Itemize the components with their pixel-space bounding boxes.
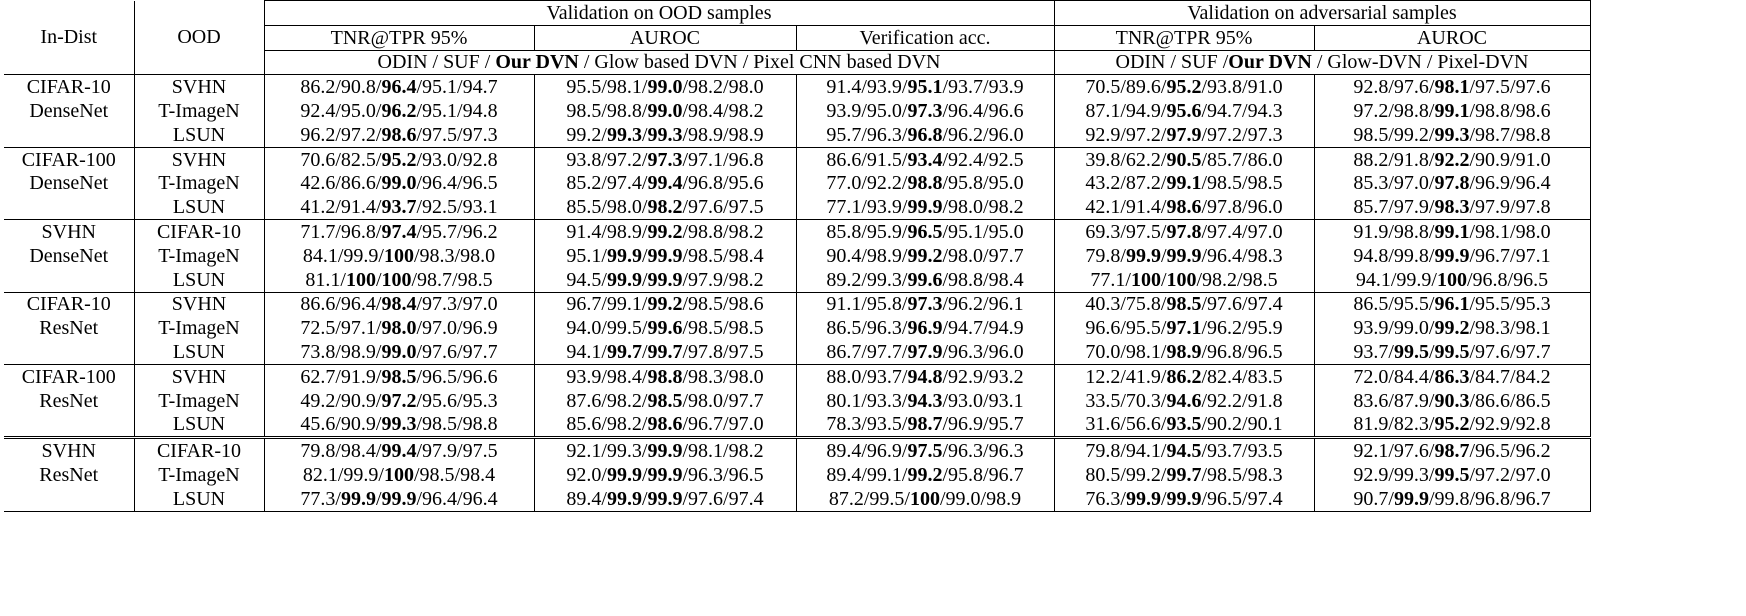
ood-dataset-cell: T-ImageN — [134, 244, 264, 268]
best-value: 100 — [345, 268, 376, 291]
best-value: 97.4 — [381, 221, 417, 244]
table-row — [4, 292, 1590, 316]
table-row — [4, 220, 1590, 244]
best-value: 99.9 — [647, 487, 683, 510]
legend-ood-pre: ODIN / SUF / — [377, 51, 496, 74]
best-value: 99.9 — [606, 268, 642, 291]
best-value: 99.2 — [647, 293, 683, 316]
best-value: 99.3 — [606, 123, 642, 146]
table-row — [4, 195, 1590, 219]
best-value: 98.7 — [1434, 440, 1470, 463]
metric-cell: 92.9/99.3/99.5/97.2/97.0 — [1314, 463, 1590, 487]
best-value: 99.7 — [1166, 464, 1202, 487]
best-value: 98.7 — [907, 413, 943, 436]
best-value: 99.2 — [647, 221, 683, 244]
table-row — [4, 75, 1590, 99]
best-value: 86.3 — [1434, 365, 1470, 388]
table-row — [4, 389, 1590, 413]
best-value: 99.4 — [381, 440, 417, 463]
best-value: 96.9 — [907, 317, 943, 340]
metric-cell: 86.7/97.7/97.9/96.3/96.0 — [796, 340, 1054, 364]
metric-cell: 87.6/98.2/98.5/98.0/97.7 — [534, 389, 796, 413]
metric-cell: 93.8/97.2/97.3/97.1/96.8 — [534, 147, 796, 171]
best-value: 93.7 — [381, 196, 417, 219]
metric-cell: 98.5/98.8/99.0/98.4/98.2 — [534, 99, 796, 123]
best-value: 95.2 — [381, 148, 417, 171]
best-value: 90.3 — [1434, 389, 1470, 412]
metric-cell: 69.3/97.5/97.8/97.4/97.0 — [1054, 220, 1314, 244]
ood-dataset-cell: SVHN — [134, 147, 264, 171]
metric-cell: 94.5/99.9/99.9/97.9/98.2 — [534, 268, 796, 292]
metric-cell: 42.1/91.4/98.6/97.8/96.0 — [1054, 195, 1314, 219]
metric-cell: 45.6/90.9/99.3/98.5/98.8 — [264, 413, 534, 438]
metric-cell: 94.0/99.5/99.6/98.5/98.5 — [534, 316, 796, 340]
in-dist-label: CIFAR-10 — [4, 75, 134, 99]
best-value: 99.7 — [606, 341, 642, 364]
metric-cell: 84.1/99.9/100/98.3/98.0 — [264, 244, 534, 268]
metric-cell: 99.2/99.3/99.3/98.9/98.9 — [534, 123, 796, 147]
best-value: 99.6 — [907, 268, 943, 291]
best-value: 97.8 — [1434, 172, 1470, 195]
best-value: 100 — [1166, 268, 1197, 291]
best-value: 98.6 — [647, 413, 683, 436]
best-value: 99.9 — [907, 196, 943, 219]
metric-cell: 77.3/99.9/99.9/96.4/96.4 — [264, 487, 534, 511]
in-dist-label: DenseNet — [4, 244, 134, 268]
best-value: 99.3 — [381, 413, 417, 436]
best-value: 100 — [381, 268, 412, 291]
ood-dataset-cell: SVHN — [134, 292, 264, 316]
metric-cell: 80.5/99.2/99.7/98.5/98.3 — [1054, 463, 1314, 487]
legend-adv-bold: Our DVN — [1228, 51, 1312, 74]
metric-cell: 98.5/99.2/99.3/98.7/98.8 — [1314, 123, 1590, 147]
best-value: 97.3 — [907, 100, 943, 123]
ood-dataset-cell: LSUN — [134, 123, 264, 147]
metric-cell: 85.3/97.0/97.8/96.9/96.4 — [1314, 172, 1590, 196]
metric-cell: 86.5/95.5/96.1/95.5/95.3 — [1314, 292, 1590, 316]
in-dist-label: ResNet — [4, 316, 134, 340]
metric-cell: 89.4/99.9/99.9/97.6/97.4 — [534, 487, 796, 511]
metric-cell: 76.3/99.9/99.9/96.5/97.4 — [1054, 487, 1314, 511]
metric-cell: 73.8/98.9/99.0/97.6/97.7 — [264, 340, 534, 364]
best-value: 99.4 — [647, 172, 683, 195]
metric-cell: 79.8/94.1/94.5/93.7/93.5 — [1054, 438, 1314, 463]
in-dist-header: In-Dist — [4, 1, 134, 75]
best-value: 99.9 — [647, 244, 683, 267]
ood-dataset-cell: T-ImageN — [134, 389, 264, 413]
in-dist-label: DenseNet — [4, 99, 134, 123]
metric-cell: 72.5/97.1/98.0/97.0/96.9 — [264, 316, 534, 340]
best-value: 99.3 — [647, 123, 683, 146]
metric-cell: 89.4/96.9/97.5/96.3/96.3 — [796, 438, 1054, 463]
metric-cell: 92.0/99.9/99.9/96.3/96.5 — [534, 463, 796, 487]
metric-cell: 33.5/70.3/94.6/92.2/91.8 — [1054, 389, 1314, 413]
ood-dataset-cell: SVHN — [134, 75, 264, 99]
ood-dataset-cell: CIFAR-10 — [134, 220, 264, 244]
table-row — [4, 487, 1590, 511]
best-value: 98.9 — [1166, 341, 1202, 364]
best-value: 99.5 — [1393, 341, 1429, 364]
adv-methods-legend — [1054, 50, 1590, 75]
best-value: 99.9 — [1166, 487, 1202, 510]
metric-cell: 72.0/84.4/86.3/84.7/84.2 — [1314, 364, 1590, 388]
best-value: 99.9 — [340, 487, 376, 510]
metric-cell: 79.8/98.4/99.4/97.9/97.5 — [264, 438, 534, 463]
in-dist-label: DenseNet — [4, 172, 134, 196]
metric-cell: 92.9/97.2/97.9/97.2/97.3 — [1054, 123, 1314, 147]
metric-cell: 62.7/91.9/98.5/96.5/96.6 — [264, 364, 534, 388]
metric-cell: 92.4/95.0/96.2/95.1/94.8 — [264, 99, 534, 123]
best-value: 96.8 — [907, 123, 943, 146]
metric-cell: 94.8/99.8/99.9/96.7/97.1 — [1314, 244, 1590, 268]
best-value: 98.3 — [1434, 196, 1470, 219]
table-row — [4, 123, 1590, 147]
best-value: 96.1 — [1434, 293, 1470, 316]
best-value: 99.9 — [606, 244, 642, 267]
best-value: 99.9 — [606, 487, 642, 510]
metric-cell: 85.5/98.0/98.2/97.6/97.5 — [534, 195, 796, 219]
best-value: 90.5 — [1166, 148, 1202, 171]
best-value: 98.0 — [381, 317, 417, 340]
best-value: 99.9 — [606, 464, 642, 487]
legend-ood-post: / Glow based DVN / Pixel CNN based DVN — [578, 51, 941, 74]
ood-tnr-header: TNR@TPR 95% — [264, 25, 534, 50]
best-value: 97.1 — [1166, 317, 1202, 340]
best-value: 97.2 — [381, 389, 417, 412]
best-value: 95.2 — [1166, 76, 1202, 99]
best-value: 99.9 — [1125, 487, 1161, 510]
metric-cell: 40.3/75.8/98.5/97.6/97.4 — [1054, 292, 1314, 316]
ood-auroc-header: AUROC — [534, 25, 796, 50]
ood-dataset-cell: T-ImageN — [134, 463, 264, 487]
best-value: 98.4 — [381, 293, 417, 316]
metric-cell: 85.8/95.9/96.5/95.1/95.0 — [796, 220, 1054, 244]
best-value: 98.5 — [647, 389, 683, 412]
best-value: 99.0 — [381, 341, 417, 364]
metric-cell: 70.5/89.6/95.2/93.8/91.0 — [1054, 75, 1314, 99]
ood-dataset-cell: T-ImageN — [134, 99, 264, 123]
metric-cell: 77.1/100/100/98.2/98.5 — [1054, 268, 1314, 292]
metric-cell: 92.8/97.6/98.1/97.5/97.6 — [1314, 75, 1590, 99]
metric-cell: 91.4/93.9/95.1/93.7/93.9 — [796, 75, 1054, 99]
metric-cell: 95.1/99.9/99.9/98.5/98.4 — [534, 244, 796, 268]
metric-cell: 93.7/99.5/99.5/97.6/97.7 — [1314, 340, 1590, 364]
table-row — [4, 316, 1590, 340]
metric-cell: 77.0/92.2/98.8/95.8/95.0 — [796, 172, 1054, 196]
best-value: 98.5 — [1166, 293, 1202, 316]
in-dist-label: SVHN — [4, 438, 134, 463]
metric-cell: 70.6/82.5/95.2/93.0/92.8 — [264, 147, 534, 171]
best-value: 95.2 — [1434, 413, 1470, 436]
metric-cell: 89.2/99.3/99.6/98.8/98.4 — [796, 268, 1054, 292]
table-row — [4, 340, 1590, 364]
ood-dataset-cell: SVHN — [134, 364, 264, 388]
metric-cell: 39.8/62.2/90.5/85.7/86.0 — [1054, 147, 1314, 171]
metric-cell: 95.7/96.3/96.8/96.2/96.0 — [796, 123, 1054, 147]
table-row — [4, 463, 1590, 487]
metric-cell: 93.9/98.4/98.8/98.3/98.0 — [534, 364, 796, 388]
best-value: 99.0 — [647, 100, 683, 123]
metric-cell: 92.1/97.6/98.7/96.5/96.2 — [1314, 438, 1590, 463]
best-value: 100 — [384, 464, 414, 487]
metric-cell: 85.7/97.9/98.3/97.9/97.8 — [1314, 195, 1590, 219]
best-value: 97.5 — [907, 440, 943, 463]
best-value: 96.2 — [381, 100, 417, 123]
best-value: 97.3 — [907, 293, 943, 316]
ood-dataset-cell: CIFAR-10 — [134, 438, 264, 463]
ood-dataset-cell: T-ImageN — [134, 316, 264, 340]
metric-cell: 83.6/87.9/90.3/86.6/86.5 — [1314, 389, 1590, 413]
table-row — [4, 147, 1590, 171]
metric-cell: 91.4/98.9/99.2/98.8/98.2 — [534, 220, 796, 244]
metric-cell: 94.1/99.7/99.7/97.8/97.5 — [534, 340, 796, 364]
metric-cell: 90.7/99.9/99.8/96.8/96.7 — [1314, 487, 1590, 511]
metric-cell: 89.4/99.1/99.2/95.8/96.7 — [796, 463, 1054, 487]
metric-cell: 86.2/90.8/96.4/95.1/94.7 — [264, 75, 534, 99]
metric-cell: 49.2/90.9/97.2/95.6/95.3 — [264, 389, 534, 413]
best-value: 99.9 — [647, 440, 683, 463]
best-value: 97.3 — [647, 148, 683, 171]
metric-cell: 43.2/87.2/99.1/98.5/98.5 — [1054, 172, 1314, 196]
ood-dataset-cell: LSUN — [134, 340, 264, 364]
best-value: 98.6 — [1166, 196, 1202, 219]
best-value: 100 — [1437, 268, 1467, 291]
best-value: 97.9 — [1166, 123, 1202, 146]
best-value: 99.9 — [381, 487, 417, 510]
metric-cell: 93.9/95.0/97.3/96.4/96.6 — [796, 99, 1054, 123]
metric-cell: 77.1/93.9/99.9/98.0/98.2 — [796, 195, 1054, 219]
metric-cell: 88.0/93.7/94.8/92.9/93.2 — [796, 364, 1054, 388]
best-value: 99.9 — [1125, 244, 1161, 267]
best-value: 99.0 — [647, 76, 683, 99]
best-value: 97.8 — [1166, 221, 1202, 244]
metric-cell: 96.6/95.5/97.1/96.2/95.9 — [1054, 316, 1314, 340]
best-value: 99.1 — [1166, 172, 1202, 195]
legend-ood-bold: Our DVN — [495, 51, 579, 74]
legend-adv-pre: ODIN / SUF / — [1115, 51, 1229, 74]
table-row — [4, 172, 1590, 196]
table-row — [4, 99, 1590, 123]
best-value: 99.6 — [647, 317, 683, 340]
adv-auroc-header: AUROC — [1314, 25, 1590, 50]
in-dist-label: SVHN — [4, 220, 134, 244]
best-value: 97.9 — [907, 341, 943, 364]
best-value: 86.2 — [1166, 365, 1202, 388]
metric-cell: 93.9/99.0/99.2/98.3/98.1 — [1314, 316, 1590, 340]
metric-cell: 81.9/82.3/95.2/92.9/92.8 — [1314, 413, 1590, 438]
in-dist-label — [4, 340, 134, 364]
metric-cell: 91.9/98.8/99.1/98.1/98.0 — [1314, 220, 1590, 244]
best-value: 93.4 — [907, 148, 943, 171]
best-value: 94.5 — [1166, 440, 1202, 463]
best-value: 98.8 — [907, 172, 943, 195]
best-value: 99.9 — [1434, 244, 1470, 267]
adv-validation-group-header: Validation on adversarial samples — [1054, 1, 1590, 26]
in-dist-label — [4, 123, 134, 147]
in-dist-label — [4, 413, 134, 438]
best-value: 99.9 — [647, 268, 683, 291]
metric-cell: 78.3/93.5/98.7/96.9/95.7 — [796, 413, 1054, 438]
best-value: 100 — [384, 244, 414, 267]
ood-dataset-cell: LSUN — [134, 413, 264, 438]
metric-cell: 12.2/41.9/86.2/82.4/83.5 — [1054, 364, 1314, 388]
legend-adv-post: / Glow-DVN / Pixel-DVN — [1311, 51, 1529, 74]
table-row — [4, 438, 1590, 463]
best-value: 100 — [1130, 268, 1161, 291]
metric-cell: 85.2/97.4/99.4/96.8/95.6 — [534, 172, 796, 196]
ood-dataset-cell: LSUN — [134, 195, 264, 219]
ood-header: OOD — [134, 1, 264, 75]
in-dist-label: ResNet — [4, 389, 134, 413]
best-value: 96.4 — [381, 76, 417, 99]
best-value: 99.2 — [907, 244, 943, 267]
metric-cell: 97.2/98.8/99.1/98.8/98.6 — [1314, 99, 1590, 123]
best-value: 92.2 — [1434, 148, 1470, 171]
metric-cell: 96.2/97.2/98.6/97.5/97.3 — [264, 123, 534, 147]
best-value: 99.5 — [1434, 464, 1470, 487]
table-row — [4, 268, 1590, 292]
best-value: 99.9 — [1393, 487, 1429, 510]
metric-cell: 80.1/93.3/94.3/93.0/93.1 — [796, 389, 1054, 413]
ood-dataset-cell: LSUN — [134, 487, 264, 511]
best-value: 93.5 — [1166, 413, 1202, 436]
in-dist-label: CIFAR-100 — [4, 147, 134, 171]
in-dist-label — [4, 195, 134, 219]
metric-cell: 82.1/99.9/100/98.5/98.4 — [264, 463, 534, 487]
best-value: 100 — [910, 487, 940, 510]
ood-verification-header: Verification acc. — [796, 25, 1054, 50]
best-value: 98.1 — [1434, 76, 1470, 99]
best-value: 99.2 — [907, 464, 943, 487]
metric-cell: 70.0/98.1/98.9/96.8/96.5 — [1054, 340, 1314, 364]
metric-cell: 88.2/91.8/92.2/90.9/91.0 — [1314, 147, 1590, 171]
best-value: 94.6 — [1166, 389, 1202, 412]
best-value: 98.5 — [381, 365, 417, 388]
metric-cell: 91.1/95.8/97.3/96.2/96.1 — [796, 292, 1054, 316]
metric-cell: 96.7/99.1/99.2/98.5/98.6 — [534, 292, 796, 316]
metric-cell: 95.5/98.1/99.0/98.2/98.0 — [534, 75, 796, 99]
metric-cell: 85.6/98.2/98.6/96.7/97.0 — [534, 413, 796, 438]
in-dist-label: ResNet — [4, 463, 134, 487]
table-row — [4, 364, 1590, 388]
results-table — [4, 0, 1591, 512]
metric-cell: 71.7/96.8/97.4/95.7/96.2 — [264, 220, 534, 244]
best-value: 96.5 — [907, 221, 943, 244]
best-value: 99.5 — [1434, 341, 1470, 364]
best-value: 99.1 — [1434, 221, 1470, 244]
metric-cell: 81.1/100/100/98.7/98.5 — [264, 268, 534, 292]
best-value: 95.6 — [1166, 100, 1202, 123]
best-value: 99.2 — [1434, 317, 1470, 340]
best-value: 99.7 — [647, 341, 683, 364]
best-value: 95.1 — [907, 76, 943, 99]
ood-dataset-cell: T-ImageN — [134, 172, 264, 196]
metric-cell: 42.6/86.6/99.0/96.4/96.5 — [264, 172, 534, 196]
metric-cell: 87.1/94.9/95.6/94.7/94.3 — [1054, 99, 1314, 123]
best-value: 99.9 — [647, 464, 683, 487]
metric-cell: 94.1/99.9/100/96.8/96.5 — [1314, 268, 1590, 292]
best-value: 98.6 — [381, 123, 417, 146]
metric-cell: 86.6/91.5/93.4/92.4/92.5 — [796, 147, 1054, 171]
metric-cell: 87.2/99.5/100/99.0/98.9 — [796, 487, 1054, 511]
table-row — [4, 413, 1590, 438]
best-value: 99.9 — [1166, 244, 1202, 267]
in-dist-label: CIFAR-10 — [4, 292, 134, 316]
metric-cell: 79.8/99.9/99.9/96.4/98.3 — [1054, 244, 1314, 268]
adv-tnr-header: TNR@TPR 95% — [1054, 25, 1314, 50]
metric-cell: 31.6/56.6/93.5/90.2/90.1 — [1054, 413, 1314, 438]
best-value: 99.0 — [381, 172, 417, 195]
in-dist-label — [4, 487, 134, 511]
in-dist-label: CIFAR-100 — [4, 364, 134, 388]
table-row — [4, 244, 1590, 268]
metric-cell: 86.6/96.4/98.4/97.3/97.0 — [264, 292, 534, 316]
ood-methods-legend — [264, 50, 1054, 75]
best-value: 99.3 — [1434, 123, 1470, 146]
metric-cell: 90.4/98.9/99.2/98.0/97.7 — [796, 244, 1054, 268]
metric-cell: 86.5/96.3/96.9/94.7/94.9 — [796, 316, 1054, 340]
in-dist-label — [4, 268, 134, 292]
metric-cell: 92.1/99.3/99.9/98.1/98.2 — [534, 438, 796, 463]
best-value: 98.8 — [647, 365, 683, 388]
best-value: 94.3 — [907, 389, 943, 412]
best-value: 94.8 — [907, 365, 943, 388]
metric-cell: 41.2/91.4/93.7/92.5/93.1 — [264, 195, 534, 219]
ood-dataset-cell: LSUN — [134, 268, 264, 292]
best-value: 98.2 — [647, 196, 683, 219]
best-value: 99.1 — [1434, 100, 1470, 123]
ood-validation-group-header: Validation on OOD samples — [264, 1, 1054, 26]
